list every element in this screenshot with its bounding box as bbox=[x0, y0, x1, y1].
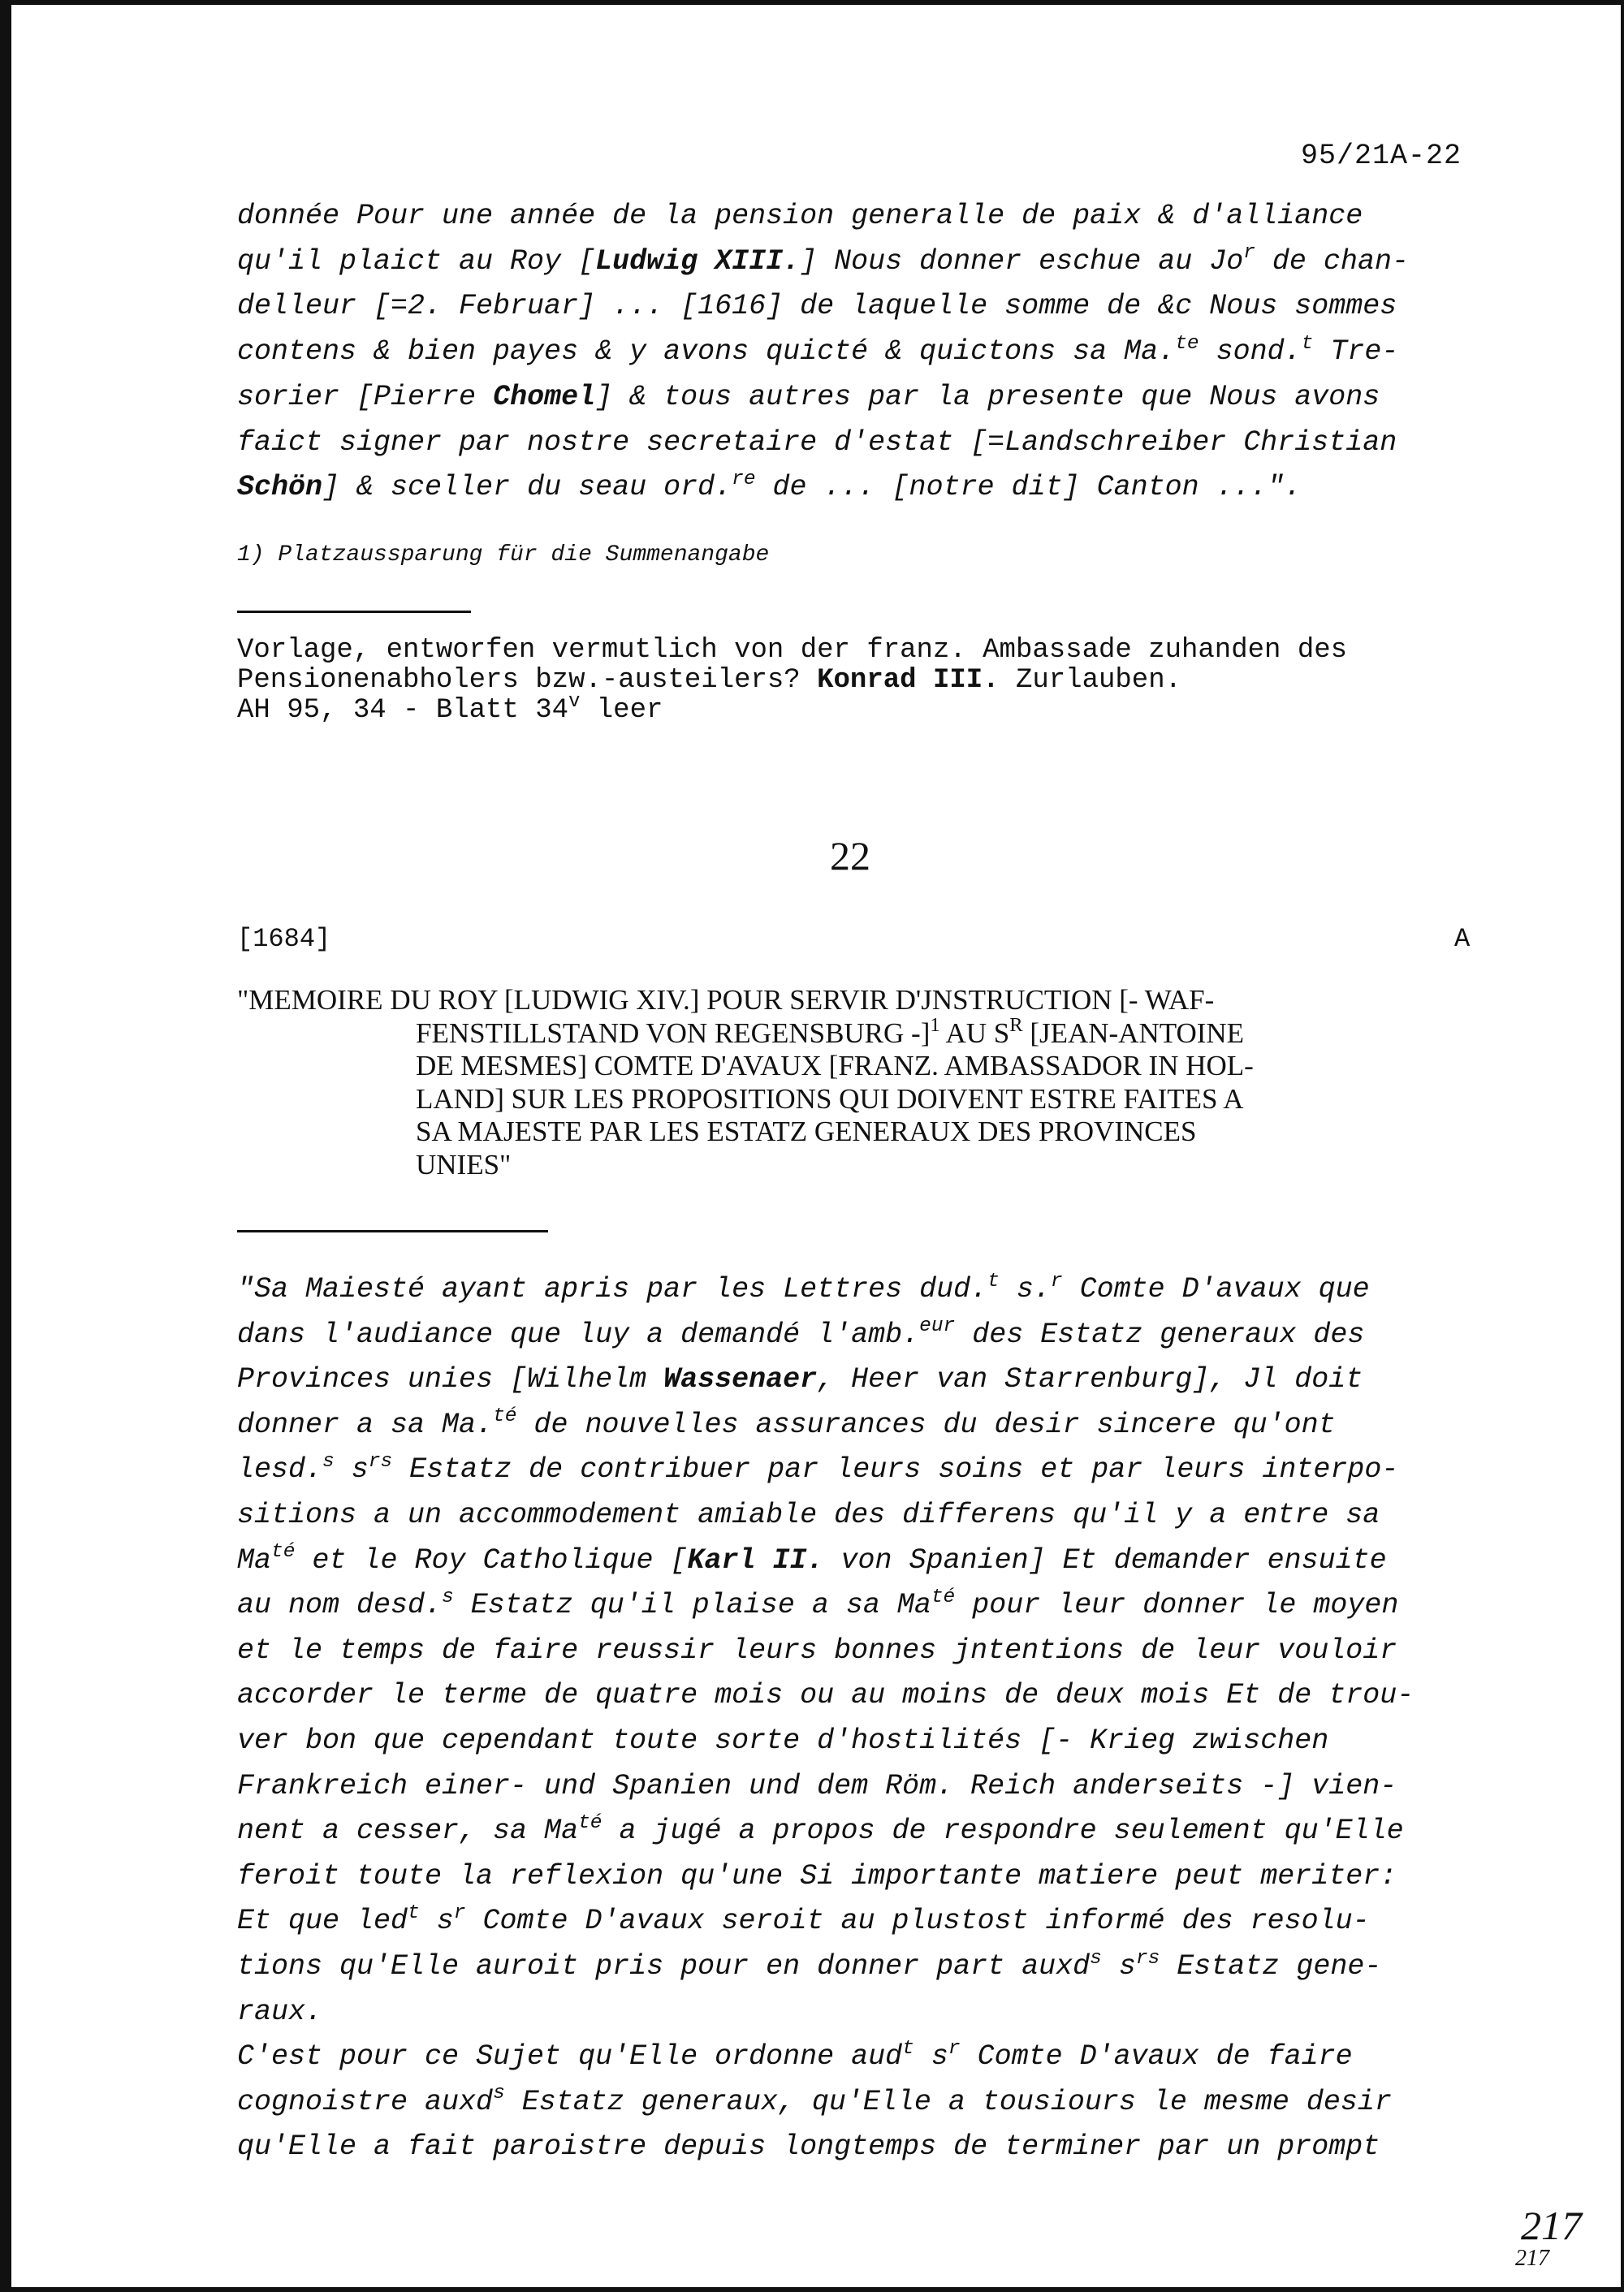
body-line bbox=[237, 1901, 1370, 1938]
bold-name: Chomel bbox=[493, 380, 596, 413]
superscript: té bbox=[493, 1405, 517, 1428]
text-run: sorier [Pierre bbox=[237, 380, 494, 413]
page-reference: 95/21A-22 bbox=[1301, 140, 1462, 172]
text-run: qu'Elle a fait paroistre depuis longtemps de terminer par un prompt bbox=[237, 2130, 1380, 2164]
text-run: Estatz gene- bbox=[1160, 1950, 1382, 1983]
text-run: raux. bbox=[237, 1995, 323, 2028]
body-line bbox=[237, 1405, 1336, 1441]
superscript: t bbox=[1301, 332, 1314, 355]
scan-border-bottom bbox=[0, 2287, 1624, 2292]
title-line bbox=[416, 1014, 1245, 1050]
doc21-footnote: 1) Platzaussparung für die Summenangabe bbox=[237, 542, 770, 568]
body-line bbox=[237, 1315, 1365, 1351]
text-run: AH 95, 34 - Blatt 34 bbox=[237, 695, 569, 726]
text-run: de nouvelles assurances du desir sincere qu'ont bbox=[516, 1408, 1336, 1441]
title-line bbox=[416, 1149, 511, 1181]
source-line bbox=[237, 690, 663, 726]
superscript: t bbox=[987, 1270, 1000, 1293]
body-line bbox=[237, 1586, 1399, 1622]
text-run: s. bbox=[999, 1273, 1051, 1306]
text-run: Zurlauben. bbox=[999, 665, 1181, 696]
text-run: s bbox=[914, 2040, 948, 2074]
superscript: t bbox=[902, 2037, 914, 2060]
bold-name: Schön bbox=[237, 471, 323, 504]
bold-name: Karl II. bbox=[687, 1543, 824, 1577]
scan-border-right bbox=[1621, 0, 1624, 2292]
title-line bbox=[416, 1116, 1196, 1148]
title-line bbox=[416, 1083, 1244, 1116]
body-line bbox=[237, 1270, 1370, 1306]
text-run: Comte D'avaux seroit au plustost informé des resolu- bbox=[465, 1905, 1370, 1938]
text-run: "Sa Maiesté ayant apris par les Lettres dud. bbox=[237, 1273, 988, 1306]
text-run: , Heer van Starrenburg], Jl doit bbox=[817, 1363, 1363, 1396]
text-run: von Spanien] Et demander ensuite bbox=[823, 1543, 1387, 1577]
body-line bbox=[237, 381, 1380, 413]
body-line bbox=[237, 1679, 1414, 1711]
text-run: ] Nous donner eschue au Jo bbox=[800, 244, 1244, 278]
superscript: s bbox=[493, 2083, 505, 2105]
text-run: s bbox=[1101, 1950, 1136, 1983]
text-run: C'est pour ce Sujet qu'Elle ordonne aud bbox=[237, 2040, 903, 2074]
text-run: Et que led bbox=[237, 1905, 408, 1938]
body-line bbox=[237, 242, 1409, 278]
superscript: r bbox=[453, 1901, 466, 1924]
handwritten-page-number-small: 217 bbox=[1515, 2246, 1549, 2271]
body-line bbox=[237, 2083, 1392, 2118]
text-run: donner a sa Ma. bbox=[237, 1408, 494, 1441]
text-run: lesd. bbox=[237, 1453, 323, 1487]
superscript: té bbox=[931, 1586, 956, 1608]
superscript: r bbox=[1243, 242, 1255, 265]
text-run: Estatz qu'il plaise a sa Ma bbox=[453, 1589, 931, 1622]
text-run: cognoistre auxd bbox=[237, 2085, 494, 2118]
body-line bbox=[237, 1947, 1382, 1983]
text-run: Comte D'avaux de faire bbox=[960, 2040, 1353, 2074]
text-run: pour leur donner le moyen bbox=[955, 1589, 1399, 1622]
body-line bbox=[237, 332, 1399, 369]
source-line bbox=[237, 665, 1181, 696]
text-run: FENSTILLSTAND VON REGENSBURG -] bbox=[416, 1017, 931, 1049]
title-separator bbox=[237, 1230, 548, 1232]
body-line bbox=[237, 468, 1302, 504]
superscript: s bbox=[1090, 1947, 1102, 1970]
text-run: s bbox=[419, 1905, 454, 1938]
text-run: tions qu'Elle auroit pris pour en donner part auxd bbox=[237, 1950, 1091, 1983]
text-run: sond. bbox=[1199, 335, 1302, 369]
document-type-letter: A bbox=[1454, 924, 1471, 954]
text-run: des Estatz generaux des bbox=[955, 1318, 1365, 1351]
text-run: Tre- bbox=[1313, 335, 1399, 369]
body-line bbox=[237, 1634, 1397, 1667]
document-date: [1684] bbox=[237, 924, 331, 954]
superscript: eur bbox=[919, 1315, 956, 1338]
text-run: SA MAJESTE PAR LES ESTATZ GENERAUX DES PROVINCES bbox=[416, 1116, 1197, 1147]
text-run: Frankreich einer- und Spanien und dem Röm. Reich anderseits -] vien- bbox=[237, 1769, 1397, 1802]
text-run: contens & bien payes & y avons quicté & quictons sa Ma. bbox=[237, 335, 1176, 369]
text-run: s bbox=[334, 1453, 369, 1487]
superscript: re bbox=[732, 468, 756, 490]
text-run: dans l'audiance que luy a demandé l'amb. bbox=[237, 1318, 920, 1351]
body-line bbox=[237, 1860, 1397, 1893]
body-line bbox=[237, 200, 1363, 232]
superscript: r bbox=[1050, 1270, 1063, 1293]
title-line bbox=[237, 984, 1214, 1017]
body-line bbox=[237, 1541, 1387, 1577]
text-run: delleur [=2. Februar] ... [1616] de laquelle somme de &c Nous sommes bbox=[237, 290, 1397, 323]
superscript: s bbox=[442, 1586, 454, 1608]
body-line bbox=[237, 1724, 1328, 1757]
text-run: de ... [notre dit] Canton ...". bbox=[755, 471, 1302, 504]
document-number: 22 bbox=[830, 833, 870, 878]
text-run: et le temps de faire reussir leurs bonnes jntentions de leur vouloir bbox=[237, 1634, 1397, 1667]
bold-name: Ludwig XIII. bbox=[595, 244, 801, 278]
source-line bbox=[237, 635, 1347, 666]
text-run: ] & sceller du seau ord. bbox=[322, 471, 732, 504]
body-line bbox=[237, 290, 1397, 322]
text-run: Comte D'avaux que bbox=[1062, 1273, 1370, 1306]
superscript: té bbox=[271, 1541, 296, 1564]
superscript: te bbox=[1175, 332, 1199, 355]
text-run: faict signer par nostre secretaire d'estat [=Landschreiber Christian bbox=[237, 425, 1397, 459]
superscript: té bbox=[578, 1811, 603, 1834]
text-run: Provinces unies [Wilhelm bbox=[237, 1363, 664, 1396]
scan-border-top bbox=[0, 0, 1624, 5]
text-run: nent a cesser, sa Ma bbox=[237, 1815, 579, 1848]
body-line bbox=[237, 426, 1397, 459]
superscript: v bbox=[568, 690, 581, 713]
body-line bbox=[237, 1499, 1380, 1531]
superscript: 1 bbox=[930, 1014, 940, 1037]
text-run: AU S bbox=[939, 1017, 1010, 1049]
superscript: R bbox=[1009, 1014, 1023, 1037]
superscript: r bbox=[948, 2037, 961, 2060]
text-run: Estatz de contribuer par leurs soins et par leurs interpo- bbox=[392, 1453, 1399, 1487]
text-run: Vorlage, entworfen vermutlich von der franz. Ambassade zuhanden des bbox=[237, 635, 1348, 666]
body-line bbox=[237, 1770, 1397, 1802]
text-run: qu'il plaict au Roy [ bbox=[237, 244, 596, 278]
handwritten-page-number: 217 bbox=[1521, 2203, 1582, 2248]
bold-name: Konrad III. bbox=[817, 665, 1000, 696]
text-run: et le Roy Catholique [ bbox=[295, 1543, 688, 1577]
body-line bbox=[237, 1996, 322, 2028]
body-line bbox=[237, 1363, 1363, 1396]
text-run: [JEAN-ANTOINE bbox=[1022, 1017, 1245, 1049]
bold-name: Wassenaer bbox=[663, 1363, 818, 1396]
body-line bbox=[237, 2037, 1353, 2074]
text-run: sitions a un accommodement amiable des differens qu'il y a entre sa bbox=[237, 1499, 1380, 1531]
superscript: rs bbox=[1135, 1947, 1160, 1970]
footnote-separator bbox=[237, 611, 471, 613]
superscript: rs bbox=[368, 1450, 393, 1473]
text-run: Ma bbox=[237, 1543, 272, 1577]
text-run: "MEMOIRE DU ROY [LUDWIG XIV.] POUR SERVIR D'JNSTRUCTION [- WAF- bbox=[237, 984, 1215, 1016]
text-run: au nom desd. bbox=[237, 1589, 443, 1622]
text-run: ver bon que cependant toute sorte d'hostilités [- Krieg zwischen bbox=[237, 1724, 1329, 1757]
body-line bbox=[237, 2130, 1380, 2163]
text-run: a jugé a propos de respondre seulement qu'Elle bbox=[602, 1815, 1404, 1848]
superscript: s bbox=[322, 1450, 335, 1473]
text-run: ] & tous autres par la presente que Nous avons bbox=[595, 380, 1380, 413]
title-line bbox=[416, 1050, 1254, 1082]
text-run: Pensionenabholers bzw.-austeilers? bbox=[237, 665, 818, 696]
text-run: leer bbox=[580, 695, 663, 726]
text-run: UNIES" bbox=[416, 1148, 512, 1181]
body-line bbox=[237, 1450, 1399, 1487]
text-run: LAND] SUR LES PROPOSITIONS QUI DOIVENT ESTRE FAITES A bbox=[416, 1082, 1244, 1115]
text-run: DE MESMES] COMTE D'AVAUX [FRANZ. AMBASSADOR IN HOL- bbox=[416, 1050, 1254, 1081]
text-run: de chan- bbox=[1255, 244, 1409, 278]
text-run: feroit toute la reflexion qu'une Si importante matiere peut meriter: bbox=[237, 1859, 1397, 1893]
scan-border-left bbox=[0, 0, 11, 2292]
text-run: donnée Pour une année de la pension generalle de paix & d'alliance bbox=[237, 200, 1363, 232]
superscript: t bbox=[408, 1901, 420, 1924]
body-line bbox=[237, 1811, 1404, 1848]
text-run: accorder le terme de quatre mois ou au moins de deux mois Et de trou- bbox=[237, 1679, 1415, 1712]
text-run: Estatz generaux, qu'Elle a tousiours le mesme desir bbox=[504, 2085, 1392, 2118]
